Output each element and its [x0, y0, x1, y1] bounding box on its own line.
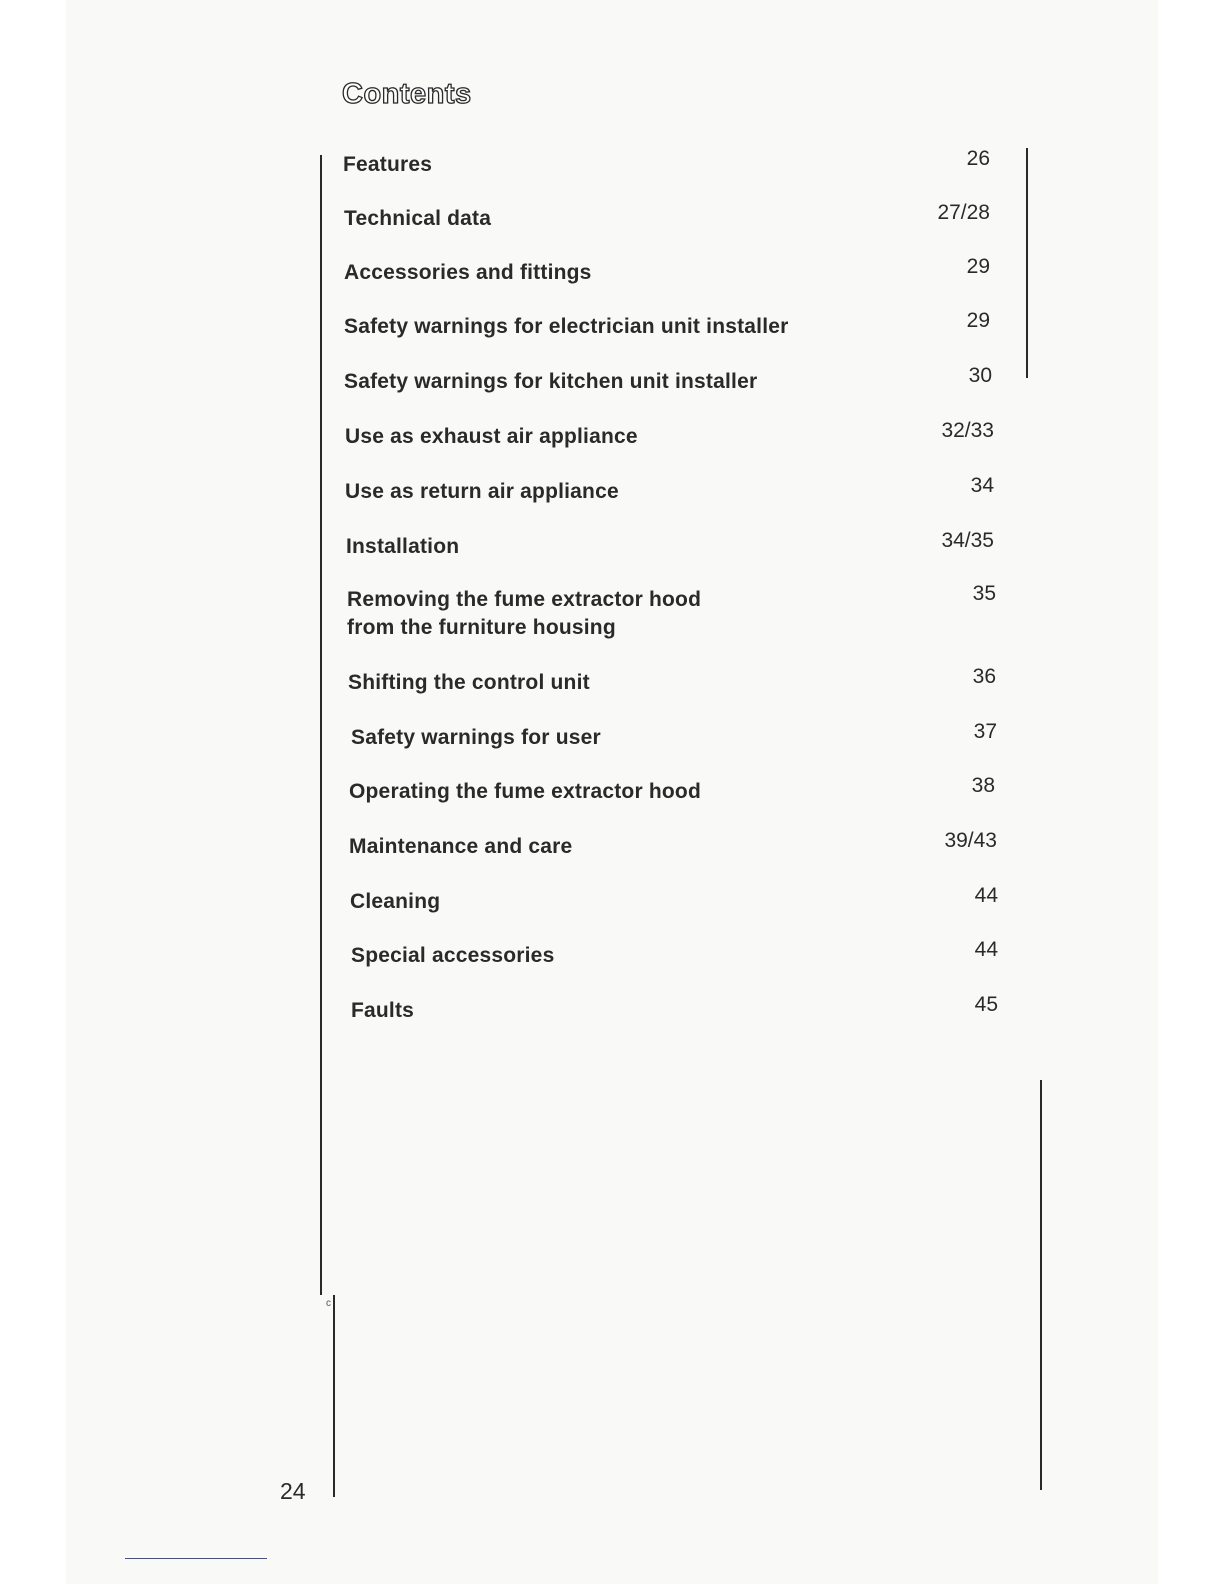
contents-entry — [0, 419, 1224, 483]
contents-entry — [0, 665, 1224, 729]
entry-label: Use as exhaust air appliance — [345, 425, 638, 448]
entry-page: 44 — [974, 884, 998, 907]
entry-page: 30 — [968, 364, 992, 387]
entry-page: 29 — [966, 309, 990, 332]
contents-entry — [0, 309, 1224, 373]
entry-label: Use as return air appliance — [345, 480, 619, 503]
contents-entry — [0, 201, 1224, 265]
entry-page: 38 — [971, 774, 995, 797]
entry-label: Safety warnings for user — [351, 726, 601, 749]
entry-label: Safety warnings for kitchen unit installer — [344, 370, 758, 393]
entry-label: Technical data — [344, 207, 492, 230]
entry-page: 37 — [973, 720, 997, 743]
entry-page: 35 — [972, 582, 996, 605]
left-margin-rule-lower — [333, 1295, 335, 1497]
entry-page: 39/43 — [944, 829, 997, 852]
contents-entry — [0, 147, 1224, 211]
right-margin-rule-lower — [1040, 1080, 1042, 1490]
contents-entry — [0, 474, 1224, 538]
contents-entry — [0, 529, 1224, 593]
entry-label: Safety warnings for electrician unit installer — [344, 315, 789, 338]
margin-tick-mark: c — [326, 1298, 331, 1309]
contents-entry — [0, 993, 1224, 1057]
contents-entry — [0, 829, 1224, 893]
entry-label: Cleaning — [350, 890, 441, 913]
entry-label: Removing the fume extractor hood — [347, 588, 702, 611]
contents-entry — [0, 774, 1224, 838]
entry-label-line2: from the furniture housing — [347, 616, 616, 639]
entry-page: 26 — [966, 147, 990, 170]
entry-label: Features — [343, 153, 433, 176]
entry-page: 45 — [974, 993, 998, 1016]
contents-entry — [0, 938, 1224, 1002]
contents-entry — [0, 884, 1224, 948]
contents-entry — [0, 255, 1224, 319]
entry-label: Shifting the control unit — [348, 671, 590, 694]
page-number: 24 — [280, 1478, 306, 1504]
entry-page: 32/33 — [941, 419, 994, 442]
entry-label: Faults — [351, 999, 415, 1022]
contents-entry — [0, 720, 1224, 784]
contents-entry — [0, 582, 1224, 646]
contents-title: Contents — [342, 78, 472, 110]
entry-label: Operating the fume extractor hood — [349, 780, 701, 803]
entry-page: 36 — [972, 665, 996, 688]
entry-label: Accessories and fittings — [344, 261, 592, 284]
scan-edge-line — [125, 1558, 267, 1559]
entry-page: 29 — [966, 255, 990, 278]
entry-label: Installation — [346, 535, 460, 558]
entry-label: Maintenance and care — [349, 835, 573, 858]
entry-page: 44 — [974, 938, 998, 961]
entry-label: Special accessories — [351, 944, 555, 967]
entry-page: 34/35 — [941, 529, 994, 552]
contents-entry — [0, 364, 1224, 428]
entry-page: 34 — [970, 474, 994, 497]
entry-page: 27/28 — [937, 201, 990, 224]
